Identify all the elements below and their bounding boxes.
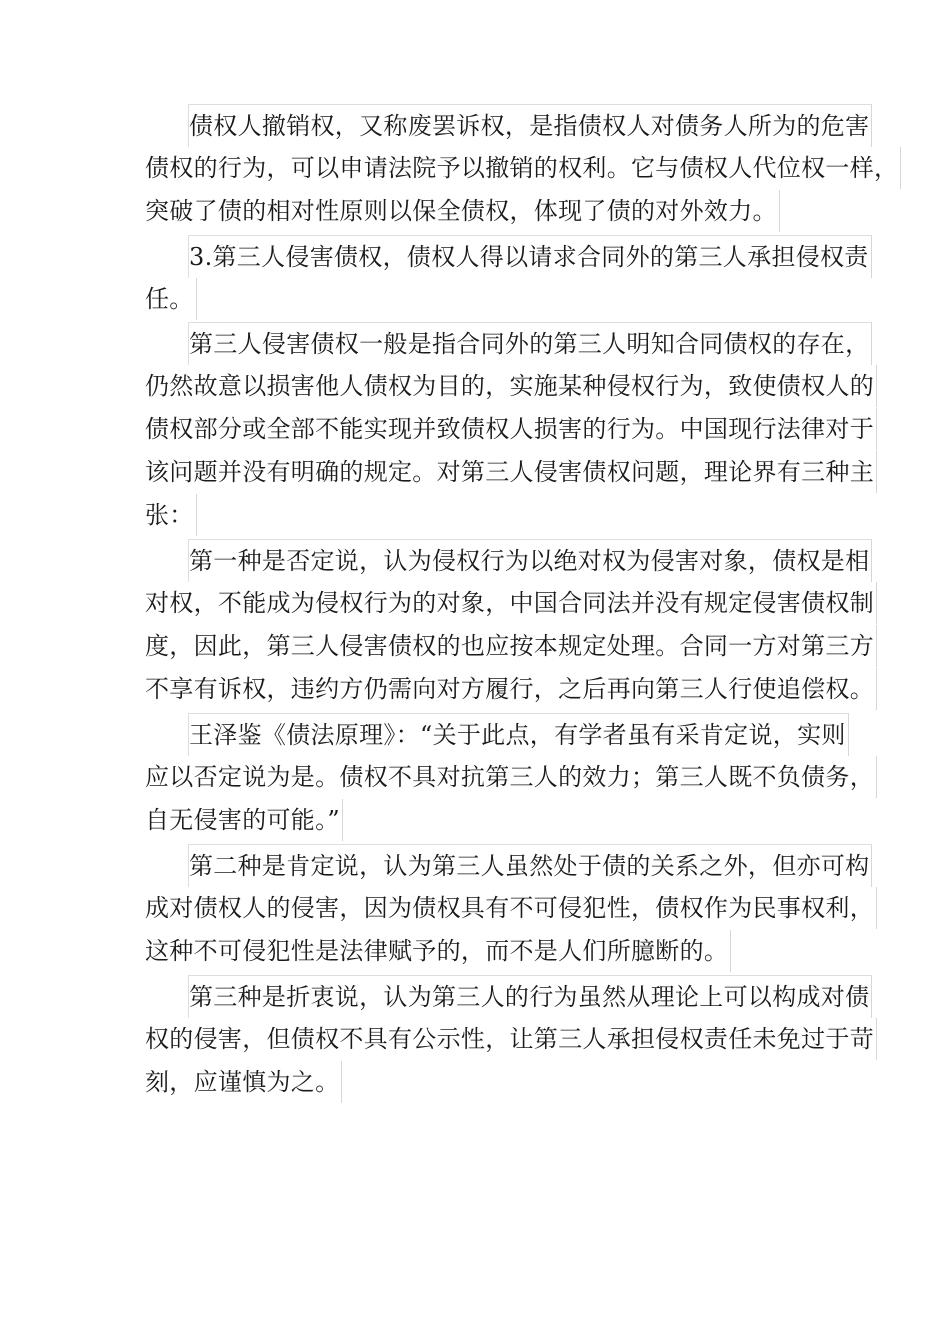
- text-line: 任。: [145, 278, 197, 320]
- text-line: 3.第三人侵害债权，债权人得以请求合同外的第三人承担侵权责: [188, 235, 872, 278]
- text-line: 这种不可侵犯性是法律赋予的，而不是人们所臆断的。: [145, 930, 731, 972]
- text-line: 该问题并没有明确的规定。对第三人侵害债权问题，理论界有三种主: [145, 451, 877, 493]
- text-line: 债权的行为，可以申请法院予以撤销的权利。它与债权人代位权一样，: [145, 147, 901, 189]
- text-line: 张：: [145, 494, 197, 536]
- text-line: 突破了债的相对性原则以保全债权，体现了债的对外效力。: [145, 190, 780, 232]
- text-line: 第二种是肯定说，认为第三人虽然处于债的关系之外，但亦可构: [188, 844, 872, 887]
- text-line: 不享有诉权，违约方仍需向对方履行，之后再向第三人行使追偿权。: [145, 668, 877, 710]
- text-line: 仍然故意以损害他人债权为目的，实施某种侵权行为，致使债权人的: [145, 365, 877, 407]
- text-line: 对权，不能成为侵权行为的对象，中国合同法并没有规定侵害债权制: [145, 582, 877, 624]
- text-line: 第三种是折衷说，认为第三人的行为虽然从理论上可以构成对债: [188, 975, 872, 1018]
- text-line: 刻，应谨慎为之。: [145, 1061, 342, 1103]
- text-line: 第一种是否定说，认为侵权行为以绝对权为侵害对象，债权是相: [188, 539, 872, 582]
- text-line: 应以否定说为是。债权不具对抗第三人的效力；第三人既不负债务，: [145, 756, 877, 798]
- text-line: 成对债权人的侵害，因为债权具有不可侵犯性，债权作为民事权利，: [145, 887, 877, 929]
- text-line: 债权人撤销权，又称废罢诉权，是指债权人对债务人所为的危害: [188, 104, 872, 147]
- text-line: 度，因此，第三人侵害债权的也应按本规定处理。合同一方对第三方: [145, 625, 877, 667]
- text-line: 第三人侵害债权一般是指合同外的第三人明知合同债权的存在，: [188, 322, 872, 365]
- text-line: 债权部分或全部不能实现并致债权人损害的行为。中国现行法律对于: [145, 408, 877, 450]
- text-line: 自无侵害的可能。”: [145, 799, 343, 841]
- text-line: 王泽鉴《债法原理》：“关于此点，有学者虽有采肯定说，实则: [188, 713, 849, 756]
- text-line: 权的侵害，但债权不具有公示性，让第三人承担侵权责任未免过于苛: [145, 1018, 877, 1060]
